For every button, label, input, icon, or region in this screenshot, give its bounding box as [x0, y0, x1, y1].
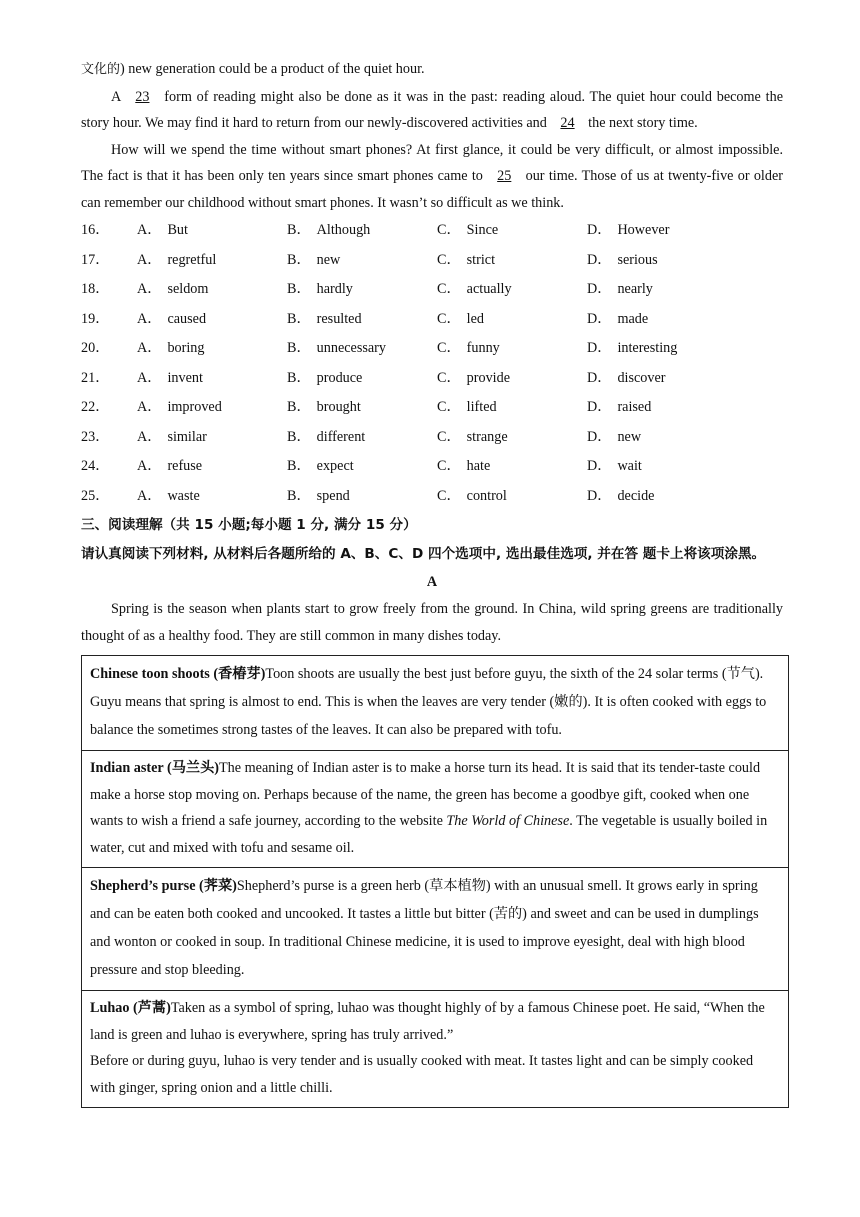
section-3-heading: 三、阅读理解（共 15 小题;每小题 1 分, 满分 15 分）	[81, 517, 417, 533]
option-a	[137, 246, 287, 276]
option-label: D．	[587, 340, 612, 356]
option-label: B．	[287, 458, 311, 474]
question-row	[81, 423, 783, 453]
cloze-line-0-chinese: 文化的	[81, 62, 121, 77]
option-d	[587, 452, 737, 482]
section-3-instructions: 请认真阅读下列材料, 从材料后各题所给的 A、B、C、D 四个选项中, 选出最佳选项, 并在答 题卡上将该项涂黑。	[81, 546, 766, 562]
option-label: A．	[137, 251, 162, 268]
option-text: resulted	[316, 310, 362, 327]
option-a	[137, 305, 287, 335]
green-description: Toon shoots are usually the best just before guyu, the sixth of the 24 solar terms (节气). Guyu means that spring is almost to end. This is when the leaves are very tender (嫩的). It is often cooked with eggs to balance the sometimes strong tastes of the leaves. It can also be prepared with tofu.	[90, 666, 767, 738]
option-label: B．	[287, 310, 311, 327]
option-label: D．	[587, 310, 612, 327]
option-b	[287, 216, 437, 246]
question-number: 24．	[81, 458, 110, 474]
option-label: D．	[587, 487, 612, 504]
option-b	[287, 452, 437, 482]
option-label: C．	[437, 369, 461, 386]
green-name: Shepherd’s purse (荠菜)	[90, 878, 237, 894]
option-d	[587, 275, 737, 305]
option-text: Although	[316, 222, 371, 238]
option-d	[587, 305, 737, 335]
option-a	[137, 452, 287, 482]
cloze-p1-text-c: the next story time.	[584, 115, 698, 131]
option-text: similar	[167, 428, 207, 445]
option-text: funny	[466, 340, 500, 356]
greens-cell-shepherds-purse	[82, 868, 789, 991]
blank-25: 25	[497, 168, 512, 184]
option-label: C．	[437, 310, 461, 327]
option-b	[287, 246, 437, 276]
option-label: D．	[587, 281, 612, 297]
cloze-paragraph-2	[81, 137, 783, 217]
option-text: spend	[316, 487, 350, 504]
option-text: However	[617, 222, 670, 238]
option-text: nearly	[617, 281, 653, 297]
option-text: raised	[617, 399, 652, 415]
option-text: But	[167, 222, 188, 238]
option-label: C．	[437, 428, 461, 445]
option-label: C．	[437, 458, 461, 474]
option-c	[437, 216, 587, 246]
option-d	[587, 364, 737, 394]
greens-cell-luhao	[82, 991, 789, 1108]
option-a	[137, 216, 287, 246]
option-label: A．	[137, 340, 162, 356]
option-label: D．	[587, 369, 612, 386]
cloze-p1-text-b: form of reading might also be done as it was in the past: reading aloud. The quiet hour could become the story hour. We may find it hard to return from our newly-discovered activities and	[81, 88, 783, 131]
table-row	[82, 868, 789, 991]
option-label: B．	[287, 428, 311, 445]
option-c	[437, 305, 587, 335]
option-label: A．	[137, 281, 162, 297]
option-b	[287, 393, 437, 423]
option-label: A．	[137, 222, 162, 238]
question-row	[81, 305, 783, 335]
option-text: improved	[167, 399, 222, 415]
greens-cell-aster	[82, 751, 789, 868]
cloze-p1-text-a: A	[111, 88, 126, 105]
option-text: actually	[466, 281, 512, 297]
green-description: Taken as a symbol of spring, luhao was thought highly of by a famous Chinese poet. He said, “When the land is green and luhao is everywhere, spring has truly arrived.”	[90, 1000, 765, 1043]
option-a	[137, 482, 287, 512]
option-c	[437, 452, 587, 482]
option-label: D．	[587, 222, 612, 238]
option-label: D．	[587, 251, 612, 268]
option-c	[437, 423, 587, 453]
exam-page	[81, 56, 783, 1108]
question-row	[81, 452, 783, 482]
option-text: hate	[466, 458, 491, 474]
option-text: produce	[316, 369, 363, 386]
option-c	[437, 482, 587, 512]
option-d	[587, 393, 737, 423]
table-row	[82, 751, 789, 868]
option-b	[287, 482, 437, 512]
option-a	[137, 423, 287, 453]
question-row	[81, 246, 783, 276]
option-label: B．	[287, 340, 311, 356]
option-label: B．	[287, 399, 311, 415]
option-label: C．	[437, 399, 461, 415]
question-number: 16．	[81, 222, 110, 238]
question-number: 17．	[81, 251, 110, 268]
option-text: strict	[466, 251, 496, 268]
option-label: A．	[137, 310, 162, 327]
option-text: caused	[167, 310, 207, 327]
option-label: B．	[287, 222, 311, 238]
green-description: Shepherd’s purse is a green herb (草本植物) with an unusual smell. It grows early in spring and can be eaten both cooked and uncooked. It tastes a little but bitter (苦的) and sweet and can be used in dumplings and wonton or cooked in soup. In traditional Chinese medicine, it is used to improve eyesight, deal with high blood pressure and stop bleeding.	[90, 878, 759, 978]
option-a	[137, 393, 287, 423]
question-number: 21．	[81, 369, 110, 386]
green-description-end: . The vegetable is usually boiled in water, cut and mixed with tofu and sesame oil.	[90, 813, 768, 856]
option-label: A．	[137, 428, 162, 445]
website-name: The World of Chinese	[446, 813, 570, 829]
spring-greens-table	[81, 655, 789, 1108]
option-text: hardly	[316, 281, 353, 297]
option-text: different	[316, 428, 366, 445]
option-text: seldom	[167, 281, 209, 297]
option-text: discover	[617, 369, 666, 386]
blank-24: 24	[560, 115, 575, 131]
option-text: waste	[167, 487, 200, 504]
cloze-p2-text-a: How will we spend the time without smart phones? At first glance, it could be very difficult, or almost impossible. The fact is that it has been only ten years since smart phones came to	[81, 141, 783, 184]
option-text: control	[466, 487, 507, 504]
option-c	[437, 393, 587, 423]
question-row	[81, 334, 783, 364]
option-b	[287, 423, 437, 453]
option-b	[287, 305, 437, 335]
question-row	[81, 482, 783, 512]
option-label: C．	[437, 487, 461, 504]
option-d	[587, 216, 737, 246]
option-d	[587, 334, 737, 364]
question-number: 25．	[81, 487, 110, 504]
option-b	[287, 275, 437, 305]
green-description: The meaning of Indian aster is to make a horse turn its head. It is said that its tender-taste could make a horse stop moving on. Perhaps because of the name, the green has become a goodbye gift, cooked when one wants to wish a friend a safe journey, according to the website	[90, 760, 761, 829]
question-row	[81, 216, 783, 246]
option-a	[137, 364, 287, 394]
option-text: serious	[617, 251, 658, 268]
option-b	[287, 364, 437, 394]
question-number: 20．	[81, 340, 110, 356]
table-row	[82, 991, 789, 1108]
option-label: A．	[137, 458, 162, 474]
option-label: C．	[437, 251, 461, 268]
option-label: B．	[287, 369, 311, 386]
option-label: B．	[287, 251, 311, 268]
option-d	[587, 246, 737, 276]
option-b	[287, 334, 437, 364]
option-text: new	[316, 251, 341, 268]
option-c	[437, 334, 587, 364]
question-row	[81, 275, 783, 305]
option-text: Since	[466, 222, 499, 238]
option-text: regretful	[167, 251, 217, 268]
question-number: 18．	[81, 281, 110, 297]
option-label: A．	[137, 487, 162, 504]
green-name: Indian aster (马兰头)	[90, 760, 220, 776]
cloze-paragraph-1	[81, 84, 783, 137]
option-d	[587, 423, 737, 453]
option-text: expect	[316, 458, 354, 474]
option-label: D．	[587, 399, 612, 415]
option-text: provide	[466, 369, 510, 386]
blank-23: 23	[135, 88, 150, 105]
option-label: B．	[287, 281, 311, 297]
question-number: 19．	[81, 310, 110, 327]
question-row	[81, 364, 783, 394]
cloze-p2-text-b: our time. Those of us at twenty-five or older can remember our childhood without smart phones. It wasn’t so difficult as we think.	[81, 168, 783, 211]
option-text: interesting	[617, 340, 678, 356]
option-text: strange	[466, 428, 508, 445]
greens-cell-toon	[82, 656, 789, 751]
passage-a-intro: Spring is the season when plants start to grow freely from the ground. In China, wild spring greens are traditionally thought of as a healthy food. They are still common in many dishes today.	[81, 601, 783, 644]
option-text: boring	[167, 340, 205, 356]
option-text: decide	[617, 487, 655, 504]
option-text: unnecessary	[316, 340, 386, 356]
option-text: refuse	[167, 458, 203, 474]
green-description-2: Before or during guyu, luhao is very tender and is usually cooked with meat. It tastes light and can be simply cooked with ginger, spring onion and a little chilli.	[90, 1053, 754, 1096]
option-text: wait	[617, 458, 642, 474]
option-label: C．	[437, 340, 461, 356]
option-text: new	[617, 428, 642, 445]
option-a	[137, 334, 287, 364]
green-name: Luhao (芦蒿)	[90, 1000, 171, 1016]
option-d	[587, 482, 737, 512]
option-label: D．	[587, 428, 612, 445]
option-label: A．	[137, 399, 162, 415]
option-text: invent	[167, 369, 203, 386]
option-label: C．	[437, 281, 461, 297]
option-label: B．	[287, 487, 311, 504]
option-label: C．	[437, 222, 461, 238]
green-name: Chinese toon shoots (香椿芽)	[90, 666, 266, 682]
passage-a-title: A	[426, 574, 438, 590]
table-row	[82, 656, 789, 751]
option-a	[137, 275, 287, 305]
option-c	[437, 246, 587, 276]
cloze-line-0	[81, 56, 783, 84]
option-text: led	[466, 310, 484, 327]
question-row	[81, 393, 783, 423]
option-label: A．	[137, 369, 162, 386]
option-text: brought	[316, 399, 361, 415]
option-c	[437, 364, 587, 394]
cloze-line-0-text: ) new generation could be a product of the quiet hour.	[120, 61, 425, 77]
question-list	[81, 216, 783, 511]
option-c	[437, 275, 587, 305]
option-text: lifted	[466, 399, 497, 415]
option-label: D．	[587, 458, 612, 474]
option-text: made	[617, 310, 649, 327]
question-number: 23．	[81, 428, 110, 445]
question-number: 22．	[81, 399, 110, 415]
